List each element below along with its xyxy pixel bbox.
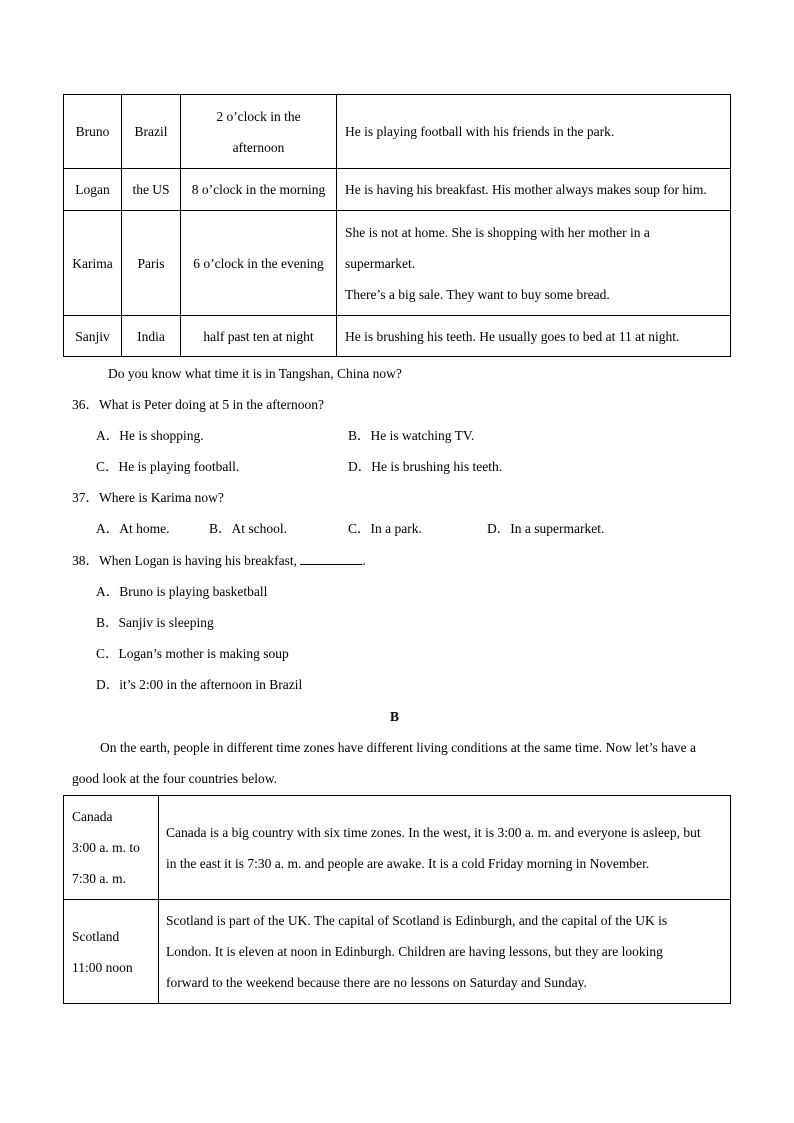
time-cell — [181, 169, 337, 211]
q36-option-a[interactable]: A．He is shopping. — [96, 428, 204, 443]
time-line: 8 o’clock in the morning — [191, 182, 326, 197]
activity-cell — [337, 169, 731, 211]
q37-option-d[interactable]: D．In a supermarket. — [487, 521, 605, 536]
country-text-line: in the east it is 7:30 a. m. and people are awake. It is a cold Friday morning in November. — [166, 855, 650, 871]
time-cell — [181, 316, 337, 357]
activity-line: He is playing football with his friends in the park. — [345, 124, 615, 139]
activity-cell — [337, 95, 731, 169]
question-38-stem-end: . — [362, 553, 366, 568]
table-row — [64, 316, 731, 357]
country-text-cell — [159, 796, 731, 900]
country-name: Canada — [72, 809, 113, 824]
place-cell: Brazil — [122, 95, 181, 169]
table-row — [64, 169, 731, 211]
country-text-line: forward to the weekend because there are no lessons on Saturday and Sunday. — [166, 975, 587, 990]
activity-cell — [337, 316, 731, 357]
prompt-text: Do you know what time it is in Tangshan, China now? — [108, 366, 402, 381]
time-zone-table — [63, 94, 731, 357]
time-line: 2 o’clock in the — [216, 108, 301, 124]
country-time: 11:00 noon — [72, 959, 133, 975]
table-row — [64, 95, 731, 169]
q37-option-c[interactable]: C．In a park. — [348, 521, 422, 536]
name-cell: Logan — [64, 169, 122, 211]
answer-blank — [300, 551, 362, 565]
place-cell: India — [122, 316, 181, 357]
activity-line: There’s a big sale. They want to buy some bread. — [345, 286, 610, 302]
q38-option-d[interactable]: D．it’s 2:00 in the afternoon in Brazil — [96, 677, 303, 692]
time-line: afternoon — [232, 139, 285, 155]
q38-option-a[interactable]: A．Bruno is playing basketball — [96, 584, 268, 599]
activity-line: He is having his breakfast. His mother always makes soup for him. — [345, 182, 707, 197]
activity-cell — [337, 211, 731, 316]
country-name: Scotland — [72, 928, 120, 944]
country-time: 3:00 a. m. to — [72, 840, 140, 855]
activity-line: She is not at home. She is shopping with her mother in a — [345, 224, 650, 240]
q37-option-b[interactable]: B．At school. — [209, 521, 288, 536]
country-text-line: London. It is eleven at noon in Edinburgh. Children are having lessons, but they are looking — [166, 944, 663, 959]
name-cell: Bruno — [64, 95, 122, 169]
table-row — [64, 211, 731, 316]
question-38-stem — [72, 551, 366, 571]
section-b-intro: On the earth, people in different time zones have different living conditions at the same time. Now let’s have a — [100, 740, 696, 755]
activity-line: He is brushing his teeth. He usually goes to bed at 11 at night. — [345, 328, 680, 344]
place-cell: Paris — [122, 211, 181, 316]
place-cell: the US — [122, 169, 181, 211]
country-label-cell — [64, 796, 159, 900]
time-cell — [181, 211, 337, 316]
time-cell — [181, 95, 337, 169]
countries-table — [63, 795, 731, 1004]
question-37-stem: 37．Where is Karima now? — [72, 490, 224, 505]
country-text-line: Canada is a big country with six time zones. In the west, it is 3:00 a. m. and everyone is asleep, but — [166, 824, 701, 840]
q38-option-b[interactable]: B．Sanjiv is sleeping — [96, 615, 214, 630]
time-line: 6 o’clock in the evening — [193, 255, 324, 271]
country-time: 7:30 a. m. — [72, 871, 126, 886]
q36-option-d[interactable]: D．He is brushing his teeth. — [348, 459, 503, 474]
table-row — [64, 900, 731, 1004]
question-36-stem: 36．What is Peter doing at 5 in the afternoon? — [72, 397, 324, 412]
section-b-intro: good look at the four countries below. — [72, 771, 277, 786]
name-cell: Karima — [64, 211, 122, 316]
country-text-line: Scotland is part of the UK. The capital of Scotland is Edinburgh, and the capital of the UK is — [166, 913, 668, 928]
q38-option-c[interactable]: C．Logan’s mother is making soup — [96, 646, 289, 661]
q36-option-b[interactable]: B．He is watching TV. — [348, 428, 475, 443]
table-row — [64, 796, 731, 900]
activity-line: supermarket. — [345, 255, 416, 271]
country-text-cell — [159, 900, 731, 1004]
q36-option-c[interactable]: C．He is playing football. — [96, 459, 240, 474]
time-line: half past ten at night — [203, 328, 314, 344]
name-cell: Sanjiv — [64, 316, 122, 357]
section-b-heading: B — [390, 709, 400, 724]
country-label-cell — [64, 900, 159, 1004]
question-38-stem-text: 38．When Logan is having his breakfast, — [72, 553, 301, 568]
q37-option-a[interactable]: A．At home. — [96, 521, 170, 536]
